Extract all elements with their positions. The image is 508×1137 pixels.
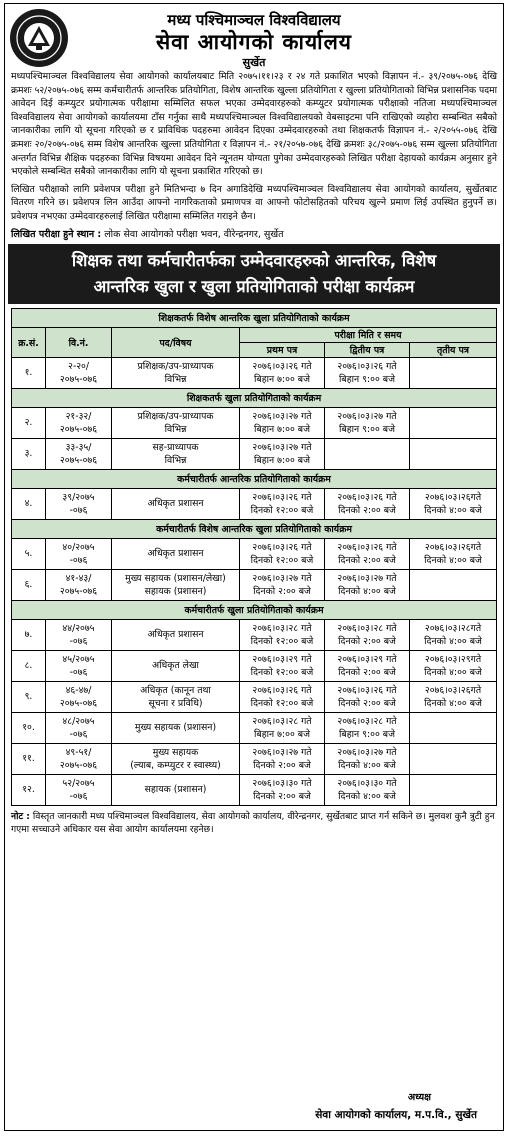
table-row: [12, 438, 497, 469]
cell-line: २०७६।०३।३० गते: [337, 777, 397, 789]
cell-paper-2: [325, 488, 410, 519]
cell-line: सहायक (प्रशासन): [144, 784, 207, 796]
cell-line: बिहान ७:०० बजे: [254, 454, 310, 466]
cell-paper-2: [325, 743, 410, 774]
cell-line: दिनको २:०० बजे: [338, 504, 396, 516]
cell-line: ४८/२०७५: [62, 715, 95, 727]
cell-paper-2: [325, 569, 410, 600]
cell-line: २०७६।०३।२६ गते: [337, 541, 397, 553]
cell-advt: [46, 407, 112, 438]
cell-line: -०७६: [69, 728, 88, 740]
cell-line: दिनको १२:०० बजे: [250, 635, 314, 647]
cell-line: (ल्याब, कम्प्युटर र स्वास्थ्य): [130, 759, 221, 771]
signature-title: अध्यक्ष: [407, 1092, 431, 1103]
cell-paper-1: [240, 488, 325, 519]
cell-paper-3: [410, 357, 497, 388]
cell-post: [112, 538, 240, 569]
cell-paper-1: [240, 743, 325, 774]
cell-line: २०७५-०७६: [59, 423, 98, 435]
table-row: [12, 650, 497, 681]
cell-advt: [46, 681, 112, 712]
cell-paper-1: [240, 619, 325, 650]
cell-line: -०७६: [69, 635, 88, 647]
cell-line: २०७६।०३।२७ गते: [337, 410, 397, 422]
cell-line: दिनको २:०० बजे: [253, 759, 311, 771]
cell-paper-2: [325, 357, 410, 388]
cell-line: अधिकृत प्रशासन: [147, 548, 204, 560]
signature-office: सेवा आयोगको कार्यालय, म.प.वि., सुर्खेत: [315, 1109, 477, 1121]
cell-line: २०७६।०३।२६गते: [424, 684, 482, 696]
cell-paper-1: [240, 438, 325, 469]
cell-line: दिनको ४:०० बजे: [338, 759, 396, 771]
cell-post: [112, 357, 240, 388]
cell-sn: १२.: [12, 774, 46, 805]
table-row: [12, 774, 497, 805]
header-sn: क्र.सं.: [12, 327, 46, 357]
cell-paper-3: [410, 569, 497, 600]
cell-paper-1: [240, 681, 325, 712]
table-row: [12, 681, 497, 712]
cell-advt: [46, 538, 112, 569]
cell-line: ४५/२०७५: [62, 653, 95, 665]
cell-line: अधिकृत प्रशासन: [147, 629, 204, 641]
cell-advt: [46, 569, 112, 600]
cell-line: मुख्य सहायक (प्रशासन/लेखा): [125, 572, 226, 584]
cell-sn: ११.: [12, 743, 46, 774]
cell-line: २०७६।०३।२९ गते: [337, 653, 397, 665]
cell-line: २०७६।०३।३० गते: [252, 777, 312, 789]
cell-post: [112, 681, 240, 712]
schedule-table-wrap: [11, 308, 497, 806]
cell-line: ३९/२०७५: [62, 491, 95, 503]
notice-page: [4, 3, 504, 1131]
cell-paper-3: [410, 488, 497, 519]
cell-line: बिहान ७:०० बजे: [254, 728, 310, 740]
cell-paper-2: [325, 650, 410, 681]
cell-line: २०७६।०३।२८ गते: [337, 715, 397, 727]
cell-line: २०७६।०३।२६ गते: [252, 360, 312, 372]
cell-line: दिनको २:०० बजे: [338, 554, 396, 566]
cell-advt: [46, 619, 112, 650]
cell-paper-3: [410, 619, 497, 650]
cell-paper-2: [325, 681, 410, 712]
note-text: विस्तृत जानकारी मध्य पश्चिमाञ्चल विश्वविद्यालय, सेवा आयोगको कार्यालय, वीरेन्द्रनगर, सुर्खेतबाट प्राप्त गर्न सकिने छ। मुलवश कुनै त्रुटी हुन गएमा सच्चाउने अधिकार यस सेवा आयोग कार्यालयमा रहनेछ।: [11, 810, 495, 835]
cell-line: दिनको ४:०० बजे: [424, 697, 482, 709]
section-title: शिक्षकतर्फ विशेष आन्तरिक खुला प्रतियोगिताको कार्यक्रम: [12, 308, 497, 327]
schedule-table: [11, 308, 497, 806]
cell-sn: ३.: [12, 438, 46, 469]
table-row: [12, 488, 497, 519]
table-row: [12, 357, 497, 388]
exam-place-value: लोक सेवा आयोगको परीक्षा भवन, वीरेन्द्रनगर, सुर्खेत: [101, 228, 284, 240]
cell-line: २१-३२/: [65, 410, 92, 422]
cell-sn: ७.: [12, 619, 46, 650]
cell-paper-3: [410, 538, 497, 569]
cell-sn: ९.: [12, 681, 46, 712]
cell-line: २०७६।०३।२७ गते: [337, 572, 397, 584]
cell-paper-3: [410, 743, 497, 774]
cell-line: २०७६।०३।२६ गते: [337, 360, 397, 372]
cell-line: २०७६।०३।२७ गते: [337, 746, 397, 758]
cell-paper-2: [325, 712, 410, 743]
cell-paper-2: [325, 538, 410, 569]
cell-line: दिनको २:०० बजे: [338, 666, 396, 678]
cell-post: [112, 488, 240, 519]
section-row: [12, 469, 497, 488]
section-row: [12, 388, 497, 407]
cell-line: २०७६।०३।२७ गते: [252, 441, 312, 453]
cell-paper-1: [240, 407, 325, 438]
cell-line: बिहान ९:०० बजे: [339, 728, 395, 740]
cell-line: २०७५-०७६: [59, 454, 98, 466]
cell-paper-2: [325, 438, 410, 469]
cell-sn: १०.: [12, 712, 46, 743]
table-row: [12, 712, 497, 743]
cell-post: [112, 569, 240, 600]
section-title: कर्मचारीतर्फ खुला प्रतियोगिताको कार्यक्रम: [12, 600, 497, 619]
cell-line: अधिकृत प्रशासन: [147, 498, 204, 510]
cell-line: विभिन्न: [164, 423, 187, 435]
cell-line: दिनको १२:०० बजे: [250, 554, 314, 566]
cell-advt: [46, 743, 112, 774]
cell-line: अधिकृत (कानून तथा: [140, 684, 211, 696]
cell-line: -०७६: [69, 666, 88, 678]
table-row: [12, 407, 497, 438]
cell-line: -०७६: [69, 554, 88, 566]
office-place: सुर्खेत: [242, 56, 266, 69]
cell-advt: [46, 650, 112, 681]
banner-line-1: शिक्षक तथा कर्मचारीतर्फका उम्मेदवारहरुको आन्तरिक, विशेष: [71, 250, 437, 270]
cell-line: ४६-४७/: [65, 684, 92, 696]
banner-line-2: आन्तरिक खुला र खुला प्रतियोगिताको परीक्षा कार्यक्रम: [93, 276, 415, 296]
cell-paper-2: [325, 774, 410, 805]
cell-paper-1: [240, 650, 325, 681]
header: [5, 4, 503, 69]
cell-post: [112, 712, 240, 743]
cell-line: २०७६।०३।२६गते: [424, 541, 482, 553]
cell-paper-1: [240, 712, 325, 743]
cell-line: दिनको १२:०० बजे: [250, 504, 314, 516]
cell-line: दिनको २:०० बजे: [253, 790, 311, 802]
cell-line: २-२०/: [68, 360, 89, 372]
cell-paper-3: [410, 681, 497, 712]
cell-line: प्रशिक्षक/उप-प्राध्यापक: [137, 360, 214, 372]
header-row: [12, 327, 497, 342]
cell-line: मुख्य सहायक (प्रशासन): [134, 722, 217, 734]
header-paper-3: तृतीय पत्र: [410, 342, 497, 357]
cell-line: २०७६।०३।२६ गते: [252, 541, 312, 553]
note-label: नोट :: [11, 810, 30, 822]
cell-paper-3: [410, 438, 497, 469]
cell-paper-3: [410, 774, 497, 805]
table-row: [12, 743, 497, 774]
cell-advt: [46, 774, 112, 805]
cell-sn: ४.: [12, 488, 46, 519]
cell-sn: १.: [12, 357, 46, 388]
cell-sn: ५.: [12, 538, 46, 569]
cell-line: २०७६।०३।२६ गते: [337, 491, 397, 503]
cell-post: [112, 743, 240, 774]
cell-post: [112, 407, 240, 438]
cell-paper-1: [240, 569, 325, 600]
section-title: कर्मचारीतर्फ विशेष आन्तरिक खुला प्रतियोगिताको कार्यक्रम: [12, 519, 497, 538]
cell-paper-3: [410, 650, 497, 681]
table-row: [12, 619, 497, 650]
cell-line: दिनको २:०० बजे: [253, 585, 311, 597]
cell-line: २०७६।०३।२६ गते: [337, 684, 397, 696]
exam-place: [11, 227, 497, 240]
cell-line: दिनको १२:०० बजे: [250, 666, 314, 678]
cell-line: सूचना र प्रविधि): [148, 697, 203, 709]
cell-paper-3: [410, 407, 497, 438]
cell-paper-1: [240, 538, 325, 569]
cell-line: दिनको ४:०० बजे: [424, 504, 482, 516]
cell-post: [112, 650, 240, 681]
cell-line: बिहान ७:०० बजे: [254, 423, 310, 435]
cell-line: २०७६।०३।२८गते: [424, 622, 482, 634]
cell-paper-1: [240, 357, 325, 388]
header-post: पद/विषय: [112, 327, 240, 357]
cell-line: २०७५-०७६: [59, 697, 98, 709]
section-title: कर्मचारीतर्फ आन्तरिक प्रतियोगिताको कार्यक्रम: [12, 469, 497, 488]
cell-line: २०७६।०३।२६ गते: [252, 684, 312, 696]
cell-line: ५२/२०७५: [62, 777, 95, 789]
cell-line: विभिन्न: [164, 454, 187, 466]
section-row: [12, 308, 497, 327]
cell-line: २०७६।०३।२६गते: [424, 491, 482, 503]
cell-paper-2: [325, 407, 410, 438]
cell-line: ४४/२०७५: [62, 622, 95, 634]
cell-line: विभिन्न: [164, 373, 187, 385]
cell-paper-2: [325, 619, 410, 650]
cell-line: दिनको ४:०० बजे: [338, 790, 396, 802]
note: [11, 810, 497, 836]
cell-advt: [46, 488, 112, 519]
cell-line: २०७५-०७६: [59, 585, 98, 597]
university-name: मध्य पश्चिमाञ्चल विश्वविद्यालय: [167, 11, 341, 29]
cell-post: [112, 774, 240, 805]
intro-paragraph-2: लिखित परीक्षाको लागि प्रवेशपत्र परीक्षा हुने मितिभन्दा ७ दिन अगाडिदेखि मध्यपश्चिमाञ्चल विश्वविद्यालय सेवा आयोगको कार्यालय, सुर्खेतबाट वितरण गरिने छ। प्रवेशपत्र लिन आउँदा आफ्नो नागरिकताको प्रमाणपत्र वा आफ्नो फोटोसहितको परिचय खुल्ने प्रमाण लिई उपस्थित हुनुपर्ने छ। प्रवेशपत्र नभएका उम्मेदवारहरुलाई लिखित परीक्षामा सम्मिलित गराइने छैन।: [11, 183, 497, 222]
cell-line: २०७५-०७६: [59, 759, 98, 771]
cell-advt: [46, 712, 112, 743]
cell-line: ३३-३५/: [65, 441, 92, 453]
cell-line: दिनको २:०० बजे: [338, 697, 396, 709]
schedule-banner: [8, 244, 500, 304]
cell-advt: [46, 357, 112, 388]
cell-line: ४०/२०७५: [62, 541, 95, 553]
section-row: [12, 519, 497, 538]
cell-line: दिनको २:०० बजे: [338, 635, 396, 647]
cell-sn: ८.: [12, 650, 46, 681]
cell-line: -०७६: [69, 504, 88, 516]
cell-line: बिहान ९:०० बजे: [339, 423, 395, 435]
intro-paragraph-1: मध्यपश्चिमाञ्चल विश्वविद्यालय सेवा आयोगको कार्यालयबाट मिति २०७५।११।२३ र २४ गते प्रकाशित भएको विज्ञापन नं.- ३९/२०७५-०७६ देखि क्रमशः ५२/२०७५-०७६ सम्म कर्मचारीतर्फ आन्तरिक प्रतियोगिता, विशेष आन्तरिक खुल्ला प्रतियोगिता र खुल्ला प्रतियोगिताको विभिन्न प्रशासनिक पदमा आवेदन दिई कम्प्युटर प्रयोगात्मक परीक्षामा सम्मिलित सफल भएका उम्मेदवारहरुको कम्प्युटर प्रयोगात्मक परीक्षाको नतिजा मध्यपश्चिमाञ्चल विश्वविद्यालय सेवा आयोगको कार्यालयमा टाँस गर्नुका साथै मध्यपश्चिमाञ्चल विश्वविद्यालयको वेबसाइटमा पनि राखिएको व्यहोरा सम्बन्धित सबैको जानकारीका लागि यो सूचना गरिएको छ र प्राविधिक पदहरुमा आवेदन दिएका उम्मेदवारहरुको तथा शिक्षकतर्फ विज्ञापन नं.- २/२०५५-०७६ देखि क्रमशः २०/२०७५-०७६ सम्म विशेष आन्तरिक खुल्ला प्रतियोगिता र विज्ञापन नं.- २१/२०५७-०७६ देखि क्रमशः ३८/२०७५-०७६ सम्म खुल्ला प्रतियोगिता अन्तर्गत विभिन्न शैक्षिक पदहरुका विभिन्न विषयमा आवेदन दिने न्यूनतम योग्यता पुगेका उम्मेदवारहरुको लिखित परीक्षा देहायको कार्यक्रम अनुसार हुने भएकोले सम्बन्धित सबैको जानकारीका लागि यो सूचना प्रकाशित गरिएको छ।: [11, 71, 497, 178]
cell-line: २०७६।०३।२६ गते: [252, 491, 312, 503]
cell-line: २०७६।०३।२९ गते: [252, 653, 312, 665]
header-paper-2: द्वितीय पत्र: [325, 342, 410, 357]
exam-place-label: लिखित परीक्षा हुने स्थान :: [11, 228, 102, 240]
cell-line: बिहान ७:०० बजे: [254, 373, 310, 385]
cell-line: दिनको ४:०० बजे: [424, 554, 482, 566]
cell-advt: [46, 438, 112, 469]
cell-paper-1: [240, 774, 325, 805]
table-row: [12, 569, 497, 600]
cell-line: २०७५-०७६: [59, 373, 98, 385]
cell-line: बिहान ९:०० बजे: [339, 373, 395, 385]
cell-line: २०७६।०३।२७ गते: [252, 746, 312, 758]
cell-line: २०७६।०३।२७ गते: [252, 572, 312, 584]
cell-line: २०७६।०३।२८ गते: [252, 715, 312, 727]
cell-line: सहायक (प्रशासन): [144, 585, 207, 597]
office-name: सेवा आयोगको कार्यालय: [155, 29, 352, 54]
cell-line: प्रशिक्षक/उप-प्राध्यापक: [137, 410, 214, 422]
header-advt: वि.नं.: [46, 327, 112, 357]
cell-line: -०७६: [69, 790, 88, 802]
cell-line: दिनको १२:०० बजे: [250, 697, 314, 709]
table-row: [12, 538, 497, 569]
cell-line: ४१-४३/: [65, 572, 92, 584]
cell-line: २०७६।०३।२८ गते: [337, 622, 397, 634]
cell-sn: २.: [12, 407, 46, 438]
cell-line: २०७६।०३।२७ गते: [252, 410, 312, 422]
section-title: शिक्षकतर्फ खुला प्रतियोगिताको कार्यक्रम: [12, 388, 497, 407]
cell-line: मुख्य सहायक: [152, 746, 199, 758]
cell-sn: ६.: [12, 569, 46, 600]
cell-line: दिनको ४:०० बजे: [338, 585, 396, 597]
cell-line: अधिकृत लेखा: [152, 660, 199, 672]
cell-line: सह-प्राध्यापक: [152, 441, 199, 453]
section-row: [12, 600, 497, 619]
cell-line: दिनको ४:०० बजे: [424, 635, 482, 647]
cell-line: २०७६।०३।२९गते: [424, 653, 482, 665]
cell-post: [112, 619, 240, 650]
header-exam: परीक्षा मिति र समय: [240, 327, 497, 342]
cell-paper-3: [410, 712, 497, 743]
cell-line: ४९-५१/: [65, 746, 92, 758]
cell-line: दिनको ४:०० बजे: [424, 666, 482, 678]
cell-post: [112, 438, 240, 469]
cell-line: २०७६।०३।२८ गते: [252, 622, 312, 634]
header-paper-1: प्रथम पत्र: [240, 342, 325, 357]
